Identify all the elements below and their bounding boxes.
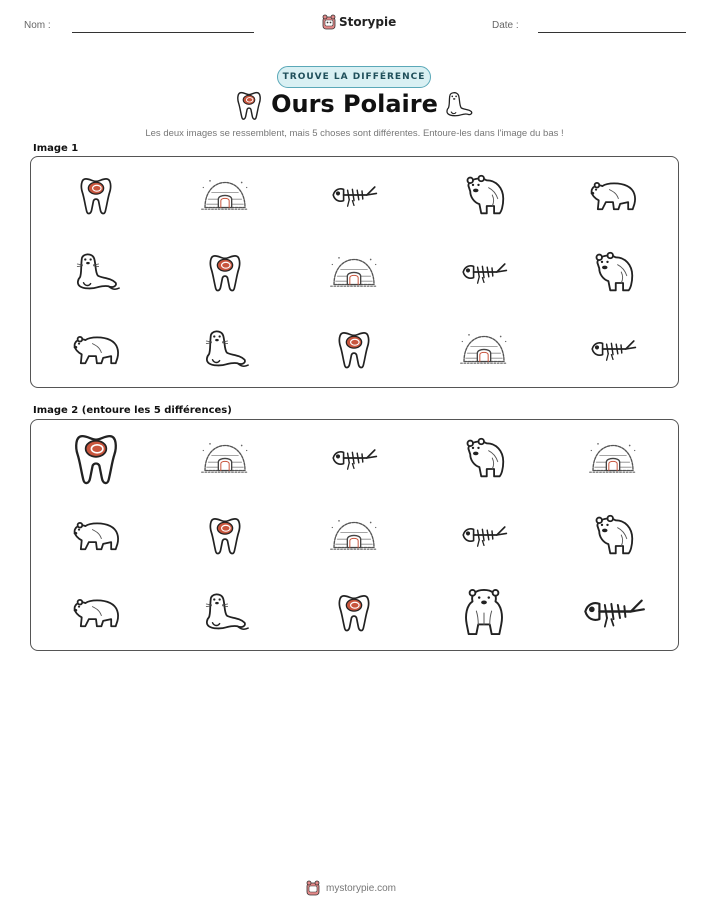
polar-bear-walking-icon xyxy=(71,330,121,368)
image1-cell-13 xyxy=(290,310,419,387)
image2-cell-1[interactable] xyxy=(31,420,160,497)
seal-icon xyxy=(71,250,121,294)
image1-panel xyxy=(30,156,679,388)
tooth-icon xyxy=(337,329,371,369)
image2-cell-15[interactable] xyxy=(549,573,678,650)
fish-skeleton-icon xyxy=(330,443,378,473)
image1-cell-1 xyxy=(31,157,160,234)
tooth-icon xyxy=(208,252,242,292)
polar-bear-front-icon xyxy=(461,588,507,636)
polar-bear-standing-icon xyxy=(461,173,507,217)
image2-grid xyxy=(31,420,678,650)
fish-skeleton-icon xyxy=(589,334,637,364)
image2-cell-6[interactable] xyxy=(31,497,160,574)
date-label: Date : xyxy=(492,20,519,31)
image1-cell-15 xyxy=(549,310,678,387)
image1-cell-7 xyxy=(160,234,289,311)
image1-cell-9 xyxy=(419,234,548,311)
tooth-icon xyxy=(208,515,242,555)
title-seal-icon xyxy=(442,90,474,118)
image2-cell-4[interactable] xyxy=(419,420,548,497)
tooth-icon xyxy=(79,175,113,215)
image1-cell-3 xyxy=(290,157,419,234)
image2-cell-13[interactable] xyxy=(290,573,419,650)
polar-bear-walking-icon xyxy=(71,593,121,631)
fish-skeleton-icon xyxy=(330,180,378,210)
tooth-icon xyxy=(73,431,119,485)
seal-icon xyxy=(200,590,250,634)
polar-bear-walking-icon xyxy=(71,516,121,554)
image2-cell-7[interactable] xyxy=(160,497,289,574)
image1-cell-10 xyxy=(549,234,678,311)
igloo-icon xyxy=(329,252,379,292)
igloo-icon xyxy=(200,175,250,215)
image1-cell-8 xyxy=(290,234,419,311)
image2-cell-11[interactable] xyxy=(31,573,160,650)
polar-bear-standing-icon xyxy=(590,250,636,294)
polar-bear-standing-icon xyxy=(461,436,507,480)
image2-panel[interactable] xyxy=(30,419,679,651)
image1-cell-11 xyxy=(31,310,160,387)
name-label: Nom : xyxy=(24,20,51,31)
find-difference-badge: TROUVE LA DIFFÉRENCE xyxy=(277,66,431,88)
polar-bear-standing-icon xyxy=(590,513,636,557)
date-field-line[interactable] xyxy=(538,32,686,33)
footer-url: mystorypie.com xyxy=(326,882,397,894)
image1-cell-5 xyxy=(549,157,678,234)
tooth-icon xyxy=(337,592,371,632)
fish-skeleton-icon xyxy=(460,520,508,550)
image2-cell-10[interactable] xyxy=(549,497,678,574)
fish-skeleton-icon xyxy=(460,257,508,287)
instructions: Les deux images se ressemblent, mais 5 choses sont différentes. Entoure-les dans l'image du bas ! xyxy=(145,128,564,139)
footer xyxy=(306,880,396,896)
image2-cell-2[interactable] xyxy=(160,420,289,497)
storypie-mascot-icon xyxy=(322,14,336,30)
image2-cell-8[interactable] xyxy=(290,497,419,574)
image1-grid xyxy=(31,157,678,387)
igloo-icon xyxy=(329,515,379,555)
storypie-mascot-icon xyxy=(306,880,320,896)
image2-label: Image 2 (entoure les 5 différences) xyxy=(33,405,232,416)
image2-cell-3[interactable] xyxy=(290,420,419,497)
brand-logo xyxy=(322,14,396,30)
image1-cell-4 xyxy=(419,157,548,234)
fish-skeleton-icon xyxy=(581,591,646,632)
igloo-icon xyxy=(200,438,250,478)
image2-cell-14[interactable] xyxy=(419,573,548,650)
brand-name: Storypie xyxy=(339,15,397,29)
image1-cell-14 xyxy=(419,310,548,387)
page-title: Ours Polaire xyxy=(271,90,438,118)
image2-cell-9[interactable] xyxy=(419,497,548,574)
polar-bear-walking-icon xyxy=(588,176,638,214)
seal-icon xyxy=(200,327,250,371)
image1-cell-12 xyxy=(160,310,289,387)
image1-label: Image 1 xyxy=(33,143,79,154)
igloo-icon xyxy=(459,329,509,369)
image1-cell-2 xyxy=(160,157,289,234)
name-field-line[interactable] xyxy=(72,32,254,33)
image2-cell-5[interactable] xyxy=(549,420,678,497)
image1-cell-6 xyxy=(31,234,160,311)
igloo-icon xyxy=(588,438,638,478)
image2-cell-12[interactable] xyxy=(160,573,289,650)
